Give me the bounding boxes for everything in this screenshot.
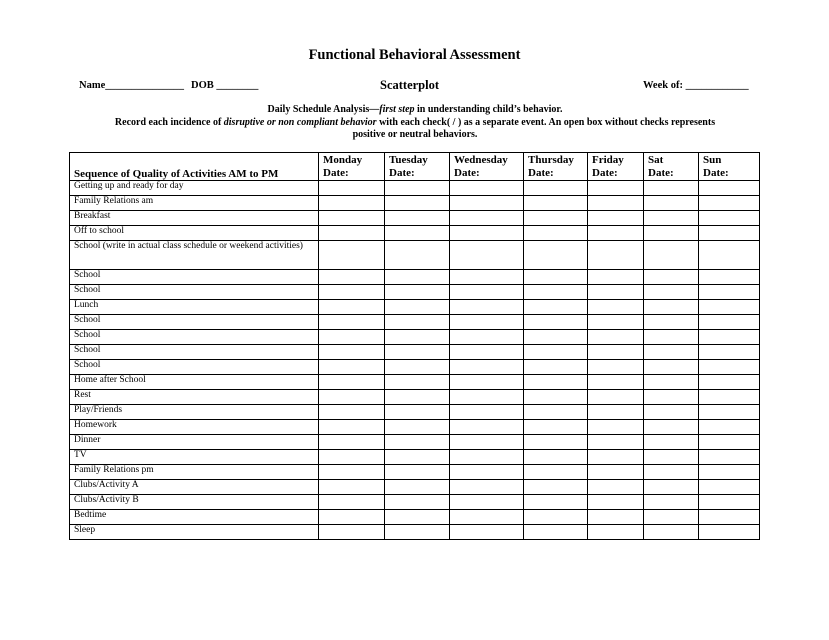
check-cell[interactable] <box>385 270 450 285</box>
check-cell[interactable] <box>385 345 450 360</box>
check-cell[interactable] <box>644 196 699 211</box>
check-cell[interactable] <box>319 480 385 495</box>
table-row <box>70 525 760 540</box>
check-cell[interactable] <box>699 196 760 211</box>
activity-label: School <box>70 270 319 285</box>
check-cell[interactable] <box>319 525 385 540</box>
check-cell[interactable] <box>644 390 699 405</box>
check-cell[interactable] <box>385 330 450 345</box>
check-cell[interactable] <box>524 510 588 525</box>
check-cell[interactable] <box>699 525 760 540</box>
check-cell[interactable] <box>450 300 524 315</box>
check-cell[interactable] <box>588 300 644 315</box>
check-cell[interactable] <box>524 226 588 241</box>
check-cell[interactable] <box>524 465 588 480</box>
table-row <box>70 241 760 270</box>
dob-field-label: DOB ________ <box>191 80 259 91</box>
check-cell[interactable] <box>385 465 450 480</box>
check-cell[interactable] <box>588 435 644 450</box>
check-cell[interactable] <box>588 330 644 345</box>
check-cell[interactable] <box>385 181 450 196</box>
check-cell[interactable] <box>588 360 644 375</box>
activity-label: Sleep <box>70 525 319 540</box>
check-cell[interactable] <box>385 375 450 390</box>
check-cell[interactable] <box>319 360 385 375</box>
check-cell[interactable] <box>450 450 524 465</box>
check-cell[interactable] <box>644 330 699 345</box>
check-cell[interactable] <box>644 241 699 270</box>
check-cell[interactable] <box>699 285 760 300</box>
instructions-line3: positive or neutral behaviors. <box>352 129 478 140</box>
check-cell[interactable] <box>644 405 699 420</box>
day-header-tuesday <box>385 153 450 181</box>
table-row <box>70 465 760 480</box>
check-cell[interactable] <box>699 270 760 285</box>
activity-label: Dinner <box>70 435 319 450</box>
check-cell[interactable] <box>588 465 644 480</box>
check-cell[interactable] <box>588 405 644 420</box>
day-name: Thursday <box>528 154 574 166</box>
check-cell[interactable] <box>319 226 385 241</box>
check-cell[interactable] <box>319 345 385 360</box>
check-cell[interactable] <box>644 435 699 450</box>
instructions-line2-b: with each check( / ) as a separate event. An open box without checks represents <box>376 116 716 128</box>
check-cell[interactable] <box>385 420 450 435</box>
check-cell[interactable] <box>450 270 524 285</box>
check-cell[interactable] <box>588 495 644 510</box>
check-cell[interactable] <box>450 435 524 450</box>
activity-label: Home after School <box>70 375 319 390</box>
activity-label: Play/Friends <box>70 405 319 420</box>
check-cell[interactable] <box>699 315 760 330</box>
table-row <box>70 196 760 211</box>
check-cell[interactable] <box>644 480 699 495</box>
check-cell[interactable] <box>644 495 699 510</box>
check-cell[interactable] <box>450 480 524 495</box>
date-label: Date: <box>528 166 554 179</box>
check-cell[interactable] <box>588 181 644 196</box>
date-label: Date: <box>592 166 618 179</box>
check-cell[interactable] <box>385 405 450 420</box>
check-cell[interactable] <box>450 196 524 211</box>
check-cell[interactable] <box>385 360 450 375</box>
check-cell[interactable] <box>450 405 524 420</box>
check-cell[interactable] <box>450 390 524 405</box>
check-cell[interactable] <box>699 330 760 345</box>
check-cell[interactable] <box>319 285 385 300</box>
scatterplot-table <box>69 152 760 540</box>
date-label: Date: <box>648 166 674 179</box>
table-header-row <box>70 153 760 181</box>
scatterplot-title: Scatterplot <box>380 78 440 92</box>
check-cell[interactable] <box>450 510 524 525</box>
day-header-monday <box>319 153 385 181</box>
check-cell[interactable] <box>644 211 699 226</box>
check-cell[interactable] <box>588 211 644 226</box>
activity-label: Clubs/Activity A <box>70 480 319 495</box>
day-name: Sat <box>648 154 664 166</box>
check-cell[interactable] <box>524 450 588 465</box>
check-cell[interactable] <box>588 241 644 270</box>
activity-label: Off to school <box>70 226 319 241</box>
check-cell[interactable] <box>588 285 644 300</box>
check-cell[interactable] <box>699 495 760 510</box>
check-cell[interactable] <box>699 420 760 435</box>
check-cell[interactable] <box>524 345 588 360</box>
day-name: Wednesday <box>454 154 508 166</box>
table-row <box>70 390 760 405</box>
check-cell[interactable] <box>699 510 760 525</box>
check-cell[interactable] <box>319 270 385 285</box>
check-cell[interactable] <box>385 211 450 226</box>
table-row <box>70 375 760 390</box>
check-cell[interactable] <box>450 211 524 226</box>
table-row <box>70 300 760 315</box>
check-cell[interactable] <box>524 330 588 345</box>
activity-label: School <box>70 285 319 300</box>
date-label: Date: <box>323 166 349 179</box>
check-cell[interactable] <box>450 345 524 360</box>
day-name: Friday <box>592 154 624 166</box>
check-cell[interactable] <box>319 330 385 345</box>
table-row <box>70 405 760 420</box>
activity-label: School <box>70 345 319 360</box>
check-cell[interactable] <box>385 495 450 510</box>
check-cell[interactable] <box>385 450 450 465</box>
check-cell[interactable] <box>699 181 760 196</box>
check-cell[interactable] <box>588 270 644 285</box>
activity-label: Family Relations pm <box>70 465 319 480</box>
check-cell[interactable] <box>524 241 588 270</box>
table-row <box>70 480 760 495</box>
date-label: Date: <box>389 166 415 179</box>
check-cell[interactable] <box>644 181 699 196</box>
day-header-friday <box>588 153 644 181</box>
check-cell[interactable] <box>644 315 699 330</box>
table-row <box>70 270 760 285</box>
check-cell[interactable] <box>450 181 524 196</box>
date-label: Date: <box>703 166 729 179</box>
check-cell[interactable] <box>644 510 699 525</box>
activity-label: School <box>70 360 319 375</box>
check-cell[interactable] <box>450 525 524 540</box>
check-cell[interactable] <box>524 211 588 226</box>
check-cell[interactable] <box>699 241 760 270</box>
check-cell[interactable] <box>588 226 644 241</box>
instructions-line1-emphasis: first step <box>379 104 415 115</box>
check-cell[interactable] <box>319 300 385 315</box>
table-row <box>70 450 760 465</box>
instructions-line1-a: Daily Schedule Analysis— <box>267 104 380 115</box>
check-cell[interactable] <box>450 465 524 480</box>
table-row <box>70 315 760 330</box>
check-cell[interactable] <box>385 226 450 241</box>
check-cell[interactable] <box>588 510 644 525</box>
check-cell[interactable] <box>319 405 385 420</box>
check-cell[interactable] <box>699 375 760 390</box>
check-cell[interactable] <box>524 315 588 330</box>
check-cell[interactable] <box>644 285 699 300</box>
day-header-sun <box>699 153 760 181</box>
table-row <box>70 435 760 450</box>
check-cell[interactable] <box>644 450 699 465</box>
check-cell[interactable] <box>699 345 760 360</box>
table-row <box>70 345 760 360</box>
activity-label: Bedtime <box>70 510 319 525</box>
check-cell[interactable] <box>385 300 450 315</box>
check-cell[interactable] <box>385 315 450 330</box>
check-cell[interactable] <box>450 495 524 510</box>
table-row <box>70 510 760 525</box>
day-header-wednesday <box>450 153 524 181</box>
name-field-label: Name_______________ <box>79 80 184 91</box>
activity-label: Breakfast <box>70 211 319 226</box>
check-cell[interactable] <box>588 196 644 211</box>
activity-label: Rest <box>70 390 319 405</box>
check-cell[interactable] <box>385 525 450 540</box>
check-cell[interactable] <box>588 480 644 495</box>
check-cell[interactable] <box>319 241 385 270</box>
check-cell[interactable] <box>699 360 760 375</box>
check-cell[interactable] <box>385 285 450 300</box>
check-cell[interactable] <box>644 375 699 390</box>
table-row <box>70 226 760 241</box>
check-cell[interactable] <box>319 495 385 510</box>
instructions-line1-b: in understanding child’s behavior. <box>414 104 563 115</box>
instructions <box>60 104 770 142</box>
check-cell[interactable] <box>524 525 588 540</box>
check-cell[interactable] <box>588 525 644 540</box>
check-cell[interactable] <box>450 420 524 435</box>
check-cell[interactable] <box>319 510 385 525</box>
day-header-sat <box>644 153 699 181</box>
activity-label: Clubs/Activity B <box>70 495 319 510</box>
check-cell[interactable] <box>319 420 385 435</box>
check-cell[interactable] <box>644 360 699 375</box>
day-name: Tuesday <box>389 154 428 166</box>
check-cell[interactable] <box>644 525 699 540</box>
check-cell[interactable] <box>319 315 385 330</box>
check-cell[interactable] <box>385 241 450 270</box>
check-cell[interactable] <box>699 465 760 480</box>
sequence-column-header: Sequence of Quality of Activities AM to PM <box>70 153 319 181</box>
check-cell[interactable] <box>524 405 588 420</box>
check-cell[interactable] <box>319 435 385 450</box>
check-cell[interactable] <box>524 480 588 495</box>
check-cell[interactable] <box>524 270 588 285</box>
check-cell[interactable] <box>699 226 760 241</box>
activity-label: School <box>70 330 319 345</box>
activity-label: TV <box>70 450 319 465</box>
activity-label: Lunch <box>70 300 319 315</box>
check-cell[interactable] <box>450 315 524 330</box>
activity-label: Family Relations am <box>70 196 319 211</box>
check-cell[interactable] <box>450 330 524 345</box>
check-cell[interactable] <box>385 196 450 211</box>
check-cell[interactable] <box>699 211 760 226</box>
check-cell[interactable] <box>524 181 588 196</box>
day-name: Sun <box>703 154 722 166</box>
instructions-line2-emphasis: disruptive or non compliant behavior <box>223 116 377 128</box>
check-cell[interactable] <box>385 480 450 495</box>
check-cell[interactable] <box>588 420 644 435</box>
check-cell[interactable] <box>319 181 385 196</box>
check-cell[interactable] <box>319 390 385 405</box>
check-cell[interactable] <box>319 465 385 480</box>
check-cell[interactable] <box>644 465 699 480</box>
check-cell[interactable] <box>524 300 588 315</box>
table-row <box>70 211 760 226</box>
check-cell[interactable] <box>644 226 699 241</box>
date-label: Date: <box>454 166 480 179</box>
check-cell[interactable] <box>699 450 760 465</box>
page-title: Functional Behavioral Assessment <box>308 47 521 63</box>
check-cell[interactable] <box>524 420 588 435</box>
check-cell[interactable] <box>524 375 588 390</box>
check-cell[interactable] <box>385 435 450 450</box>
week-field-label: Week of: ____________ <box>643 80 749 91</box>
check-cell[interactable] <box>699 435 760 450</box>
check-cell[interactable] <box>524 285 588 300</box>
check-cell[interactable] <box>644 420 699 435</box>
check-cell[interactable] <box>385 390 450 405</box>
check-cell[interactable] <box>524 196 588 211</box>
table-row <box>70 285 760 300</box>
check-cell[interactable] <box>644 345 699 360</box>
check-cell[interactable] <box>450 360 524 375</box>
activity-label: School <box>70 315 319 330</box>
check-cell[interactable] <box>699 390 760 405</box>
check-cell[interactable] <box>699 300 760 315</box>
check-cell[interactable] <box>524 435 588 450</box>
check-cell[interactable] <box>524 495 588 510</box>
check-cell[interactable] <box>319 211 385 226</box>
check-cell[interactable] <box>644 270 699 285</box>
check-cell[interactable] <box>699 480 760 495</box>
check-cell[interactable] <box>588 315 644 330</box>
check-cell[interactable] <box>588 375 644 390</box>
check-cell[interactable] <box>319 196 385 211</box>
check-cell[interactable] <box>644 300 699 315</box>
table-row <box>70 420 760 435</box>
check-cell[interactable] <box>450 285 524 300</box>
table-row <box>70 360 760 375</box>
activity-label: Homework <box>70 420 319 435</box>
table-row <box>70 495 760 510</box>
instructions-line2-a: Record each incidence of <box>114 116 224 128</box>
check-cell[interactable] <box>588 345 644 360</box>
table-row <box>70 330 760 345</box>
activity-label: Getting up and ready for day <box>70 181 319 196</box>
check-cell[interactable] <box>450 226 524 241</box>
check-cell[interactable] <box>524 390 588 405</box>
day-header-thursday <box>524 153 588 181</box>
check-cell[interactable] <box>450 241 524 270</box>
check-cell[interactable] <box>385 510 450 525</box>
check-cell[interactable] <box>699 405 760 420</box>
check-cell[interactable] <box>450 375 524 390</box>
check-cell[interactable] <box>319 450 385 465</box>
activity-label: School (write in actual class schedule or weekend activities) <box>70 241 319 270</box>
check-cell[interactable] <box>588 450 644 465</box>
day-name: Monday <box>323 154 363 166</box>
check-cell[interactable] <box>588 390 644 405</box>
check-cell[interactable] <box>524 360 588 375</box>
check-cell[interactable] <box>319 375 385 390</box>
table-row <box>70 181 760 196</box>
